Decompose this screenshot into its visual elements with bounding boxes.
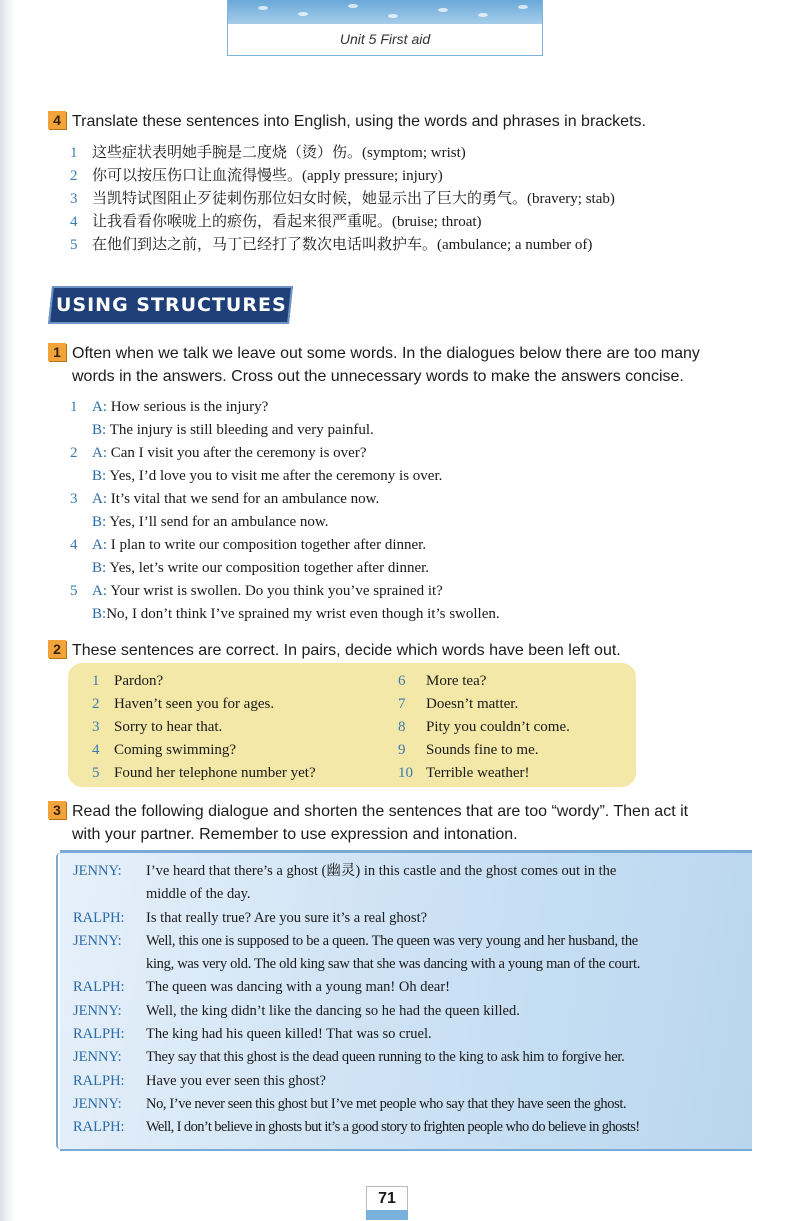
exercise-3-instruction: 3 Read the following dialogue and shorten the sentences that are too “wordy”. Then act it with your partner. Remember to use expression and intonation. xyxy=(48,800,688,846)
dialogue-line: RALPH: The queen was dancing with a young man! Oh dear! xyxy=(73,979,450,996)
list-item: 2 A: Can I visit you after the ceremony is over? xyxy=(70,445,367,461)
dialogue-line: RALPH: The king had his queen killed! That was so cruel. xyxy=(73,1026,432,1043)
page-edge-shadow xyxy=(0,0,14,1221)
exercise-2-instruction: 2 These sentences are correct. In pairs, decide which words have been left out. xyxy=(48,639,621,662)
list-item: 1 A: How serious is the injury? xyxy=(70,399,269,415)
exercise-4-instruction xyxy=(48,110,646,133)
list-item: B: Yes, I’d love you to visit me after the ceremony is over. xyxy=(92,468,443,484)
list-item: 4 Coming swimming? xyxy=(92,742,237,758)
exercise-number: 2 xyxy=(48,640,66,658)
page-number: 71 xyxy=(366,1186,408,1221)
dialogue-line: JENNY: Well, this one is supposed to be a queen. The queen was very young and her husband, the king, was very old. The old king saw that she was dancing with a young man of the court. xyxy=(73,932,641,973)
exercise-1-instruction: 1 Often when we talk we leave out some words. In the dialogues below there are too many words in the answers. Cross out the unnecessary words to make the answers concise. xyxy=(48,342,700,388)
list-item: B: The injury is still bleeding and very painful. xyxy=(92,422,374,438)
list-item: 1 Pardon? xyxy=(92,673,164,689)
exercise-number: 3 xyxy=(48,801,66,819)
section-banner xyxy=(44,286,291,326)
list-item: 3 当凯特试图阻止歹徒刺伤那位妇女时候，她显示出了巨大的勇气。(bravery; stab) xyxy=(70,191,615,207)
list-item: B: Yes, I’ll send for an ambulance now. xyxy=(92,514,329,530)
list-item: 6 More tea? xyxy=(398,673,487,689)
list-item: 9 Sounds fine to me. xyxy=(398,742,539,758)
header-water-texture xyxy=(227,0,543,24)
list-item: 8 Pity you couldn’t come. xyxy=(398,719,570,735)
dialogue-line: JENNY: Well, the king didn’t like the dancing so he had the queen killed. xyxy=(73,1002,520,1019)
dialogue-line: RALPH: Is that really true? Are you sure it’s a real ghost? xyxy=(73,909,428,926)
sentences-left-column xyxy=(92,670,316,785)
list-item: 3 A: It’s vital that we send for an ambulance now. xyxy=(70,491,380,507)
list-item: 3 Sorry to hear that. xyxy=(92,719,223,735)
list-item: 4 A: I plan to write our composition together after dinner. xyxy=(70,537,427,553)
instruction-text: Translate these sentences into English, using the words and phrases in brackets. xyxy=(72,113,646,130)
ghost-dialogue xyxy=(73,860,640,1140)
list-item: 5 A: Your wrist is swollen. Do you think you’ve sprained it? xyxy=(70,583,443,599)
list-item: 10 Terrible weather! xyxy=(398,765,530,781)
exercise-number: 4 xyxy=(48,111,66,129)
exercise-number: 1 xyxy=(48,343,66,361)
dialogue-list xyxy=(70,396,500,626)
list-item: 1 这些症状表明她手腕是二度烧（烫）伤。(symptom; wrist) xyxy=(70,145,466,161)
sentences-right-column xyxy=(398,670,570,785)
list-item: B: Yes, let’s write our composition together after dinner. xyxy=(92,560,430,576)
dialogue-line: JENNY: I’ve heard that there’s a ghost (幽灵) in this castle and the ghost comes out in the middle of the day. xyxy=(73,863,617,903)
list-item: B:No, I don’t think I’ve sprained my wrist even though it’s swollen. xyxy=(92,606,500,622)
unit-label: Unit 5 First aid xyxy=(227,24,543,56)
list-item: 2 Haven’t seen you for ages. xyxy=(92,696,275,712)
list-item: 7 Doesn’t matter. xyxy=(398,696,519,712)
list-item: 4 让我看看你喉咙上的瘀伤，看起来很严重呢。(bruise; throat) xyxy=(70,214,482,230)
list-item: 5 在他们到达之前，马丁已经打了数次电话叫救护车。(ambulance; a number of) xyxy=(70,237,593,253)
dialogue-line: JENNY: They say that this ghost is the dead queen running to the king to ask him to forgive her. xyxy=(73,1049,625,1066)
dialogue-line: RALPH: Have you ever seen this ghost? xyxy=(73,1072,326,1089)
list-item: 2 你可以按压伤口让血流得慢些。(apply pressure; injury) xyxy=(70,168,443,184)
dialogue-line: RALPH: Well, I don’t believe in ghosts but it’s a good story to frighten people who do believe in ghosts! xyxy=(73,1119,640,1136)
translation-list xyxy=(70,142,615,257)
unit-header-tab xyxy=(227,0,543,56)
section-title: USING STRUCTURES xyxy=(56,294,287,316)
list-item: 5 Found her telephone number yet? xyxy=(92,765,316,781)
dialogue-line: JENNY: No, I’ve never seen this ghost but I’ve met people who say that they have seen the ghost. xyxy=(73,1095,627,1112)
